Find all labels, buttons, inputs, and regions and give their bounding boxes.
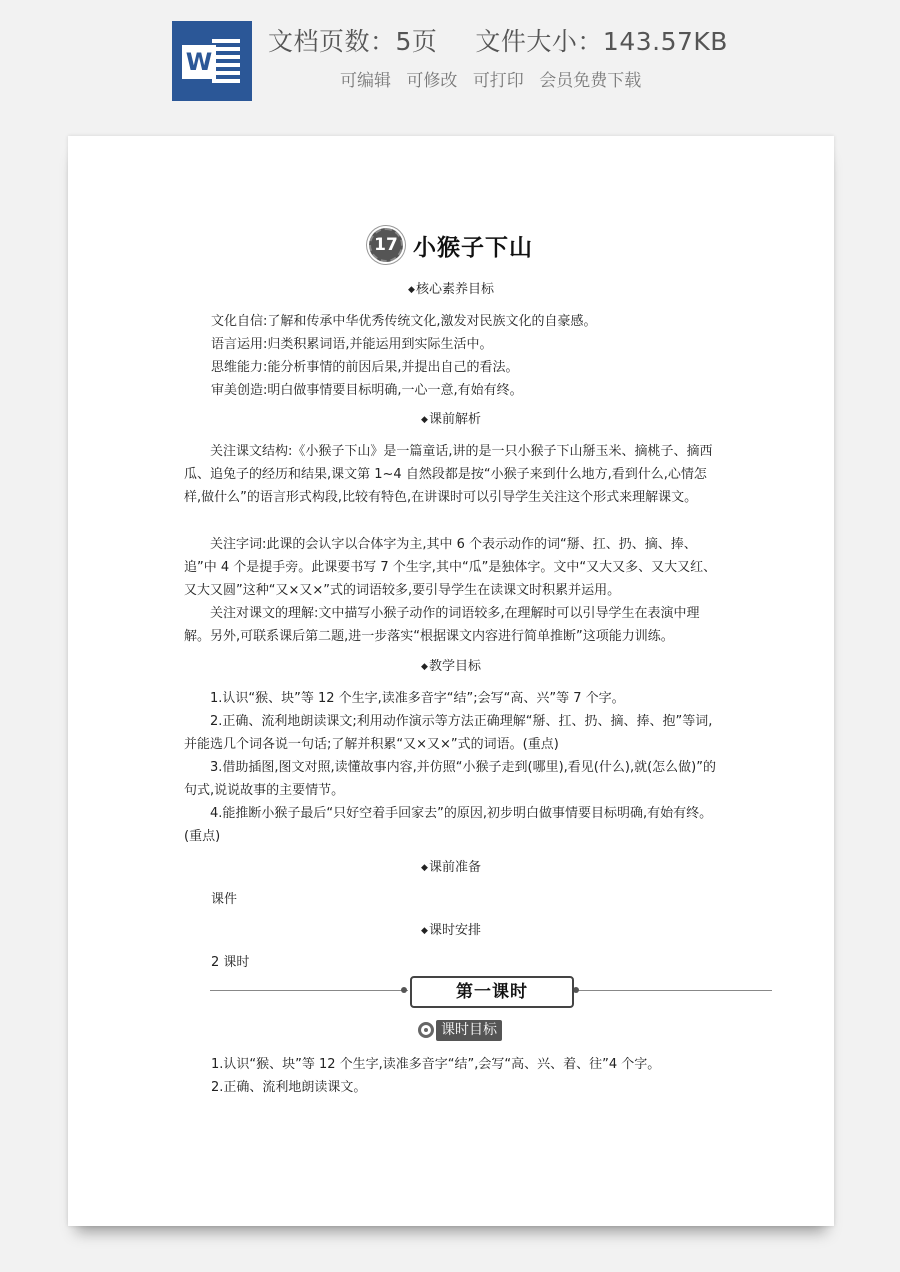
feature-modifiable: 可修改 [406,71,458,91]
file-info [268,22,766,58]
lesson-title-row [68,228,834,262]
lesson-title: 小猴子下山 [413,234,533,261]
word-document-icon [172,21,252,101]
feature-member-download: 会员免费下载 [539,71,642,91]
section-heading-core: ◆ 核心素养目标 [68,278,834,297]
feature-printable: 可打印 [472,71,524,91]
target-icon [418,1022,434,1038]
section-heading-schedule: ◆ 课时安排 [68,919,834,938]
core-line-thinking: 思维能力:能分析事情的前因后果,并提出自己的看法。 [211,360,519,375]
goal-item-1: 1.认识“猴、块”等 12 个生字,读准多音字“结”;会写“高、兴”等 7 个字。 [210,691,625,706]
feature-editable: 可编辑 [340,71,391,91]
section-heading-goals: ◆ 教学目标 [68,655,834,674]
section-heading-prep: ◆ 课前准备 [68,856,834,875]
word-icon-letter: W [182,45,216,79]
document-page [68,136,834,1226]
goal-item-3: 3.借助插图,图文对照,读懂故事内容,并仿照“小猴子走到(哪里),看见(什么),就(怎么做)”的句式,说说故事的主要情节。 [184,760,716,798]
period-goal-item-2: 2.正确、流利地朗读课文。 [211,1080,367,1095]
header [0,0,900,125]
analysis-paragraph-structure: 关注课文结构:《小猴子下山》是一篇童话,讲的是一只小猴子下山掰玉米、摘桃子、摘西瓜、追兔子的经历和结果,课文第 1~4 自然段都是按“小猴子来到什么地方,看到什么,心情怎样,做什么”的语言形式构段,比较有特色,在讲课时可以引导学生关注这个形式来理解课文。 [184,444,713,505]
period-goal-label: 课时目标 [436,1020,502,1041]
banner-rule-right [574,990,772,991]
analysis-paragraph-understanding: 关注对课文的理解:文中描写小猴子动作的词语较多,在理解时可以引导学生在表演中理解。另外,可联系课后第二题,进一步落实“根据课文内容进行简单推断”这项能力训练。 [184,606,700,644]
goal-item-4: 4.能推断小猴子最后“只好空着手回家去”的原因,初步明白做事情要目标明确,有始有终。(重点) [184,806,713,844]
page-count: 文档页数：5页 [268,27,438,56]
schedule-text: 2 课时 [211,955,250,970]
feature-list [340,66,651,91]
file-size: 文件大小：143.57KB [475,27,728,56]
prep-text: 课件 [211,892,238,907]
period-goal-item-1: 1.认识“猴、块”等 12 个生字,读准多音字“结”,会写“高、兴、着、往”4 个字。 [211,1057,661,1072]
banner-rule-left [210,990,408,991]
banner-dot-left [401,987,407,993]
lesson-number-badge: 17 [369,228,403,262]
section-heading-analysis: ◆ 课前解析 [68,408,834,427]
analysis-paragraph-words: 关注字词:此课的会认字以合体字为主,其中 6 个表示动作的词“掰、扛、扔、摘、捧、追”中 4 个是提手旁。此课要书写 7 个生字,其中“瓜”是独体字。文中“又大又多、又大又红、又大又圆”这种“又×又×”式的词语较多,要引导学生在读课文时积累并运用。 [184,537,717,598]
lesson-period-banner: 第一课时 [410,976,574,1008]
core-line-language: 语言运用:归类积累词语,并能运用到实际生活中。 [211,337,493,352]
core-line-culture: 文化自信:了解和传承中华优秀传统文化,激发对民族文化的自豪感。 [211,314,597,329]
core-line-aesthetic: 审美创造:明白做事情要目标明确,一心一意,有始有终。 [211,383,523,398]
goal-item-2: 2.正确、流利地朗读课文;利用动作演示等方法正确理解“掰、扛、扔、摘、捧、抱”等词,并能选几个词各说一句话;了解并积累“又×又×”式的词语。(重点) [184,714,713,752]
